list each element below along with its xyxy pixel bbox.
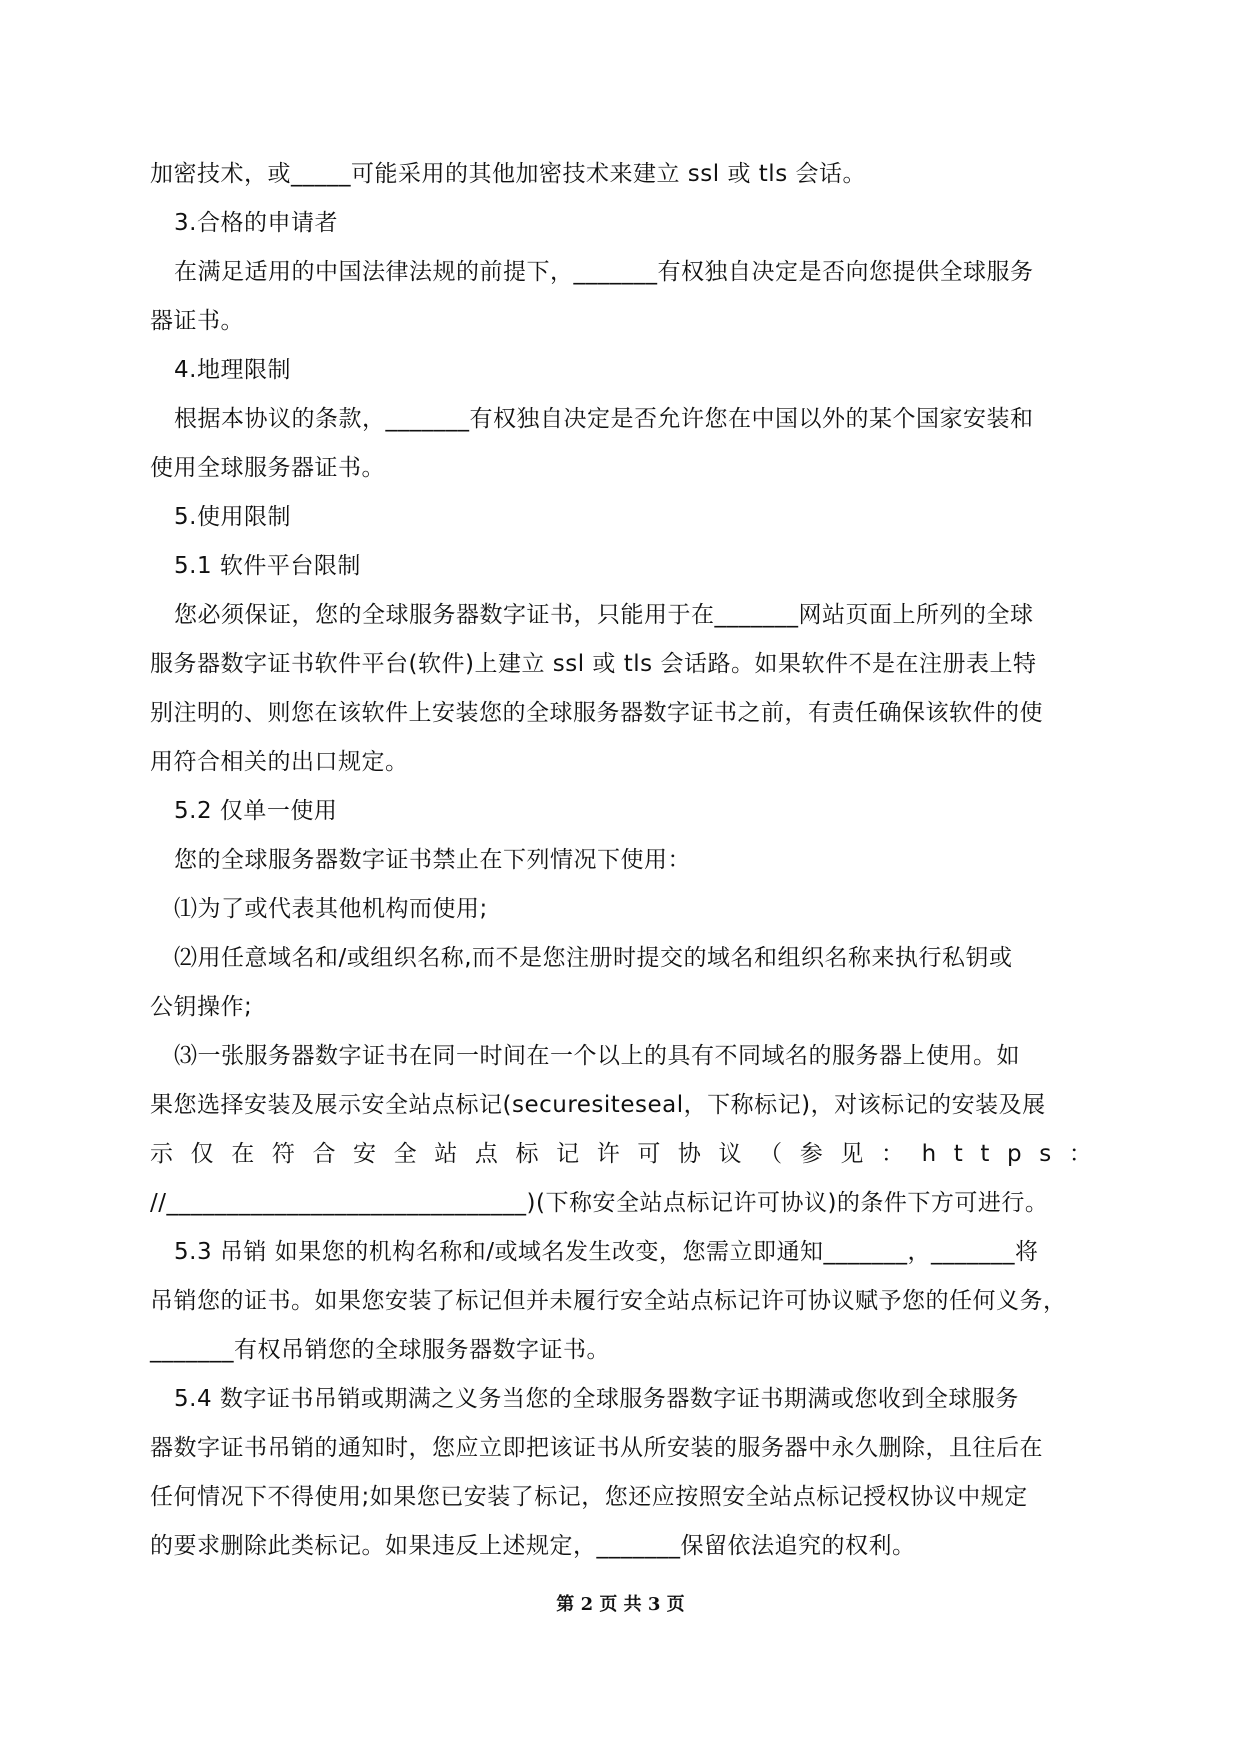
paragraph-line: _______有权吊销您的全球服务器数字证书。 [150, 1337, 610, 1363]
subsection-heading: 5.3 吊销 如果您的机构名称和/或域名发生改变，您需立即通知_______，_______将 [174, 1239, 1039, 1265]
subsection-heading: 5.1 软件平台限制 [174, 553, 361, 579]
subsection-heading: 5.2 仅单一使用 [174, 798, 338, 824]
justified-line [150, 1130, 1092, 1179]
justified-char: 点 [474, 1141, 498, 1167]
paragraph-line: 服务器数字证书软件平台(软件)上建立 ssl 或 tls 会话路。如果软件不是在注册表上特 [150, 651, 1037, 677]
paragraph-line: 任何情况下不得使用;如果您已安装了标记，您还应按照安全站点标记授权协议中规定 [150, 1484, 1028, 1510]
justified-char: h [921, 1141, 937, 1167]
justified-char: ： [1068, 1141, 1092, 1167]
justified-char: 示 [150, 1141, 173, 1167]
justified-char: 许 [596, 1141, 620, 1167]
justified-char: 见 [840, 1141, 864, 1167]
justified-char: ： [880, 1141, 904, 1167]
section-heading: 5.使用限制 [174, 504, 291, 530]
justified-char: s [1039, 1141, 1052, 1167]
paragraph-line: 器证书。 [150, 308, 244, 334]
paragraph-line: 用符合相关的出口规定。 [150, 749, 409, 775]
paragraph-line: 根据本协议的条款，_______有权独自决定是否允许您在中国以外的某个国家安装和 [174, 406, 1034, 432]
list-item: ⑵用任意域名和/或组织名称,而不是您注册时提交的域名和组织名称来执行私钥或 [174, 945, 1013, 971]
section-heading: 3.合格的申请者 [174, 210, 338, 236]
justified-char: 安 [353, 1141, 377, 1167]
paragraph-line: 别注明的、则您在该软件上安装您的全球服务器数字证书之前，有责任确保该软件的使 [150, 700, 1043, 726]
paragraph-line: 您的全球服务器数字证书禁止在下列情况下使用： [174, 847, 691, 873]
paragraph-line: 使用全球服务器证书。 [150, 455, 385, 481]
justified-char: t [980, 1141, 990, 1167]
justified-char: 仅 [190, 1141, 214, 1167]
list-item-continuation: 公钥操作; [150, 994, 253, 1020]
justified-char: 符 [271, 1141, 295, 1167]
justified-char: p [1007, 1141, 1022, 1167]
document-body [150, 150, 1092, 1571]
paragraph-line: 器数字证书吊销的通知时，您应立即把该证书从所安装的服务器中永久删除，且往后在 [150, 1435, 1043, 1461]
list-item: ⑴为了或代表其他机构而使用; [174, 896, 488, 922]
paragraph-line: 在满足适用的中国法律法规的前提下，_______有权独自决定是否向您提供全球服务 [174, 259, 1034, 285]
justified-char: 全 [393, 1141, 417, 1167]
justified-char: 站 [434, 1141, 458, 1167]
justified-char: 合 [312, 1141, 336, 1167]
page-number-footer: 第 2 页 共 3 页 [556, 1594, 685, 1615]
justified-char: 可 [637, 1141, 661, 1167]
justified-char: 协 [677, 1141, 701, 1167]
justified-char: 参 [799, 1141, 823, 1167]
paragraph-line: 加密技术，或_____可能采用的其他加密技术来建立 ssl 或 tls 会话。 [150, 161, 866, 187]
justified-char: 议 [718, 1141, 742, 1167]
paragraph-line: 您必须保证，您的全球服务器数字证书，只能用于在_______网站页面上所列的全球 [174, 602, 1034, 628]
section-heading: 4.地理限制 [174, 357, 291, 383]
justified-char: 标 [515, 1141, 539, 1167]
paragraph-line: 果您选择安装及展示安全站点标记(securesiteseal，下称标记)，对该标记的安装及展 [150, 1092, 1046, 1118]
justified-char: t [953, 1141, 963, 1167]
subsection-heading: 5.4 数字证书吊销或期满之义务当您的全球服务器数字证书期满或您收到全球服务 [174, 1386, 1019, 1412]
justified-char: 在 [231, 1141, 255, 1167]
list-item: ⑶一张服务器数字证书在同一时间在一个以上的具有不同域名的服务器上使用。如 [174, 1043, 1020, 1069]
justified-char: 记 [556, 1141, 580, 1167]
paragraph-line: //______________________________)(下称安全站点标记许可协议)的条件下方可进行。 [150, 1190, 1049, 1216]
justified-char: （ [759, 1141, 783, 1167]
paragraph-line: 吊销您的证书。如果您安装了标记但并未履行安全站点标记许可协议赋予您的任何义务， [150, 1288, 1067, 1314]
paragraph-line: 的要求删除此类标记。如果违反上述规定，_______保留依法追究的权利。 [150, 1533, 916, 1559]
